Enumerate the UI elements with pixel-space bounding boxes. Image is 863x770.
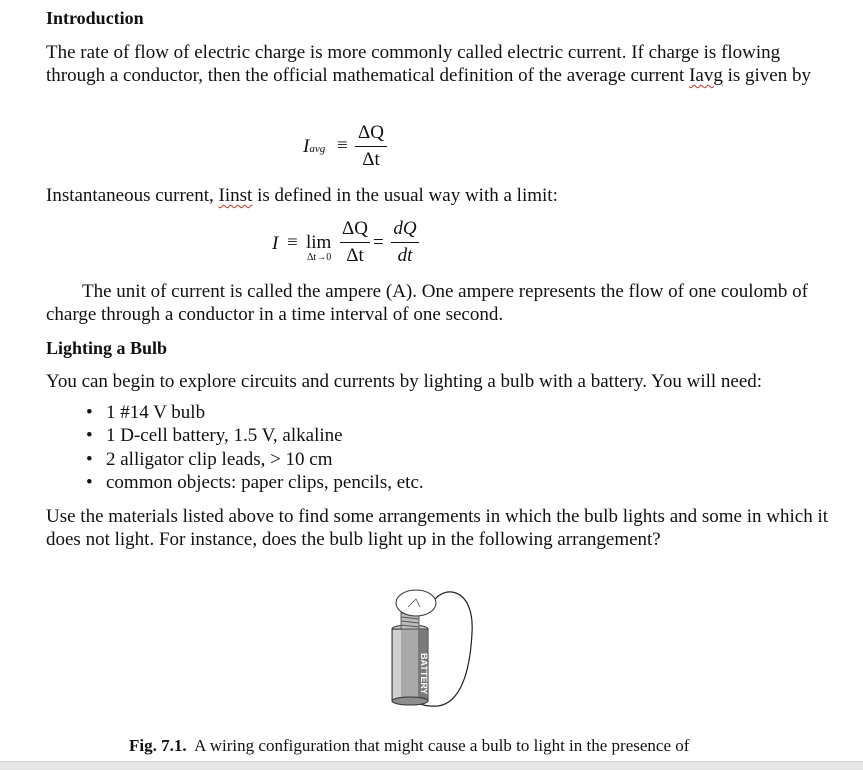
intro-text-b: is given by	[722, 65, 811, 86]
ampere-paragraph: The unit of current is called the ampere (A). One ampere represents the flow of one coulomb of charge through a conductor in a time interval of one second.	[46, 281, 808, 325]
bulb-illustration	[396, 590, 436, 629]
intro-heading: Introduction	[46, 8, 144, 28]
eq2-op: ≡	[287, 232, 298, 253]
iinst-symbol: Iinst	[218, 185, 253, 206]
caption-text: A wiring configuration that might cause a bulb to light in the presence of	[186, 736, 690, 755]
eq2-num1: ΔQ	[342, 218, 368, 239]
eq1-fraction	[355, 122, 387, 171]
iavg-symbol: Iavg	[689, 65, 723, 86]
bulb-intro: You can begin to explore circuits and currents by lighting a bulb with a battery. You will need:	[46, 371, 763, 392]
average-current-equation	[303, 122, 393, 172]
battery-label: BATTERY	[419, 653, 429, 695]
eq1-op: ≡	[337, 135, 348, 156]
caption-label: Fig. 7.1.	[129, 736, 187, 755]
eq2-lhs: I	[272, 233, 279, 254]
eq2-equals: =	[373, 232, 384, 253]
bulb-heading: Lighting a Bulb	[46, 338, 168, 358]
bulb-battery-figure	[380, 585, 490, 715]
eq1-num: ΔQ	[358, 122, 384, 143]
eq2-fraction-2	[391, 218, 419, 267]
eq2-fraction-1	[340, 218, 370, 267]
eq1-den: Δt	[362, 149, 380, 170]
materials-list	[86, 401, 424, 494]
eq2-den2: dt	[397, 245, 413, 266]
eq1-lhs-sub: avg	[309, 143, 326, 155]
list-item: • 1 D-cell battery, 1.5 V, alkaline	[86, 424, 424, 447]
eq2-den1: Δt	[346, 245, 364, 266]
list-item: • 1 #14 V bulb	[86, 401, 424, 424]
eq1-lhs: I	[303, 136, 310, 157]
instantaneous-current-equation	[272, 218, 432, 272]
eq2-num2: dQ	[393, 218, 417, 239]
figure-caption	[129, 736, 689, 756]
intro-paragraph	[46, 41, 836, 87]
intro-text-a: The rate of flow of electric charge is more commonly called electric current. If charge is flowing through a conductor, then the official mathematical definition of the average current	[46, 42, 781, 86]
inst-text-b: is defined in the usual way with a limit:	[252, 185, 558, 206]
eq2-lim: lim	[306, 232, 332, 253]
inst-text-a: Instantaneous current,	[46, 185, 219, 206]
eq2-lim-sub: Δt→0	[307, 252, 332, 263]
instantaneous-paragraph	[46, 184, 836, 207]
task-paragraph: Use the materials listed above to find some arrangements in which the bulb lights and some in which it does not light. For instance, does the bulb light up in the following arrangement?	[46, 506, 828, 550]
list-item: • common objects: paper clips, pencils, etc.	[86, 471, 424, 494]
list-item: • 2 alligator clip leads, > 10 cm	[86, 448, 424, 471]
